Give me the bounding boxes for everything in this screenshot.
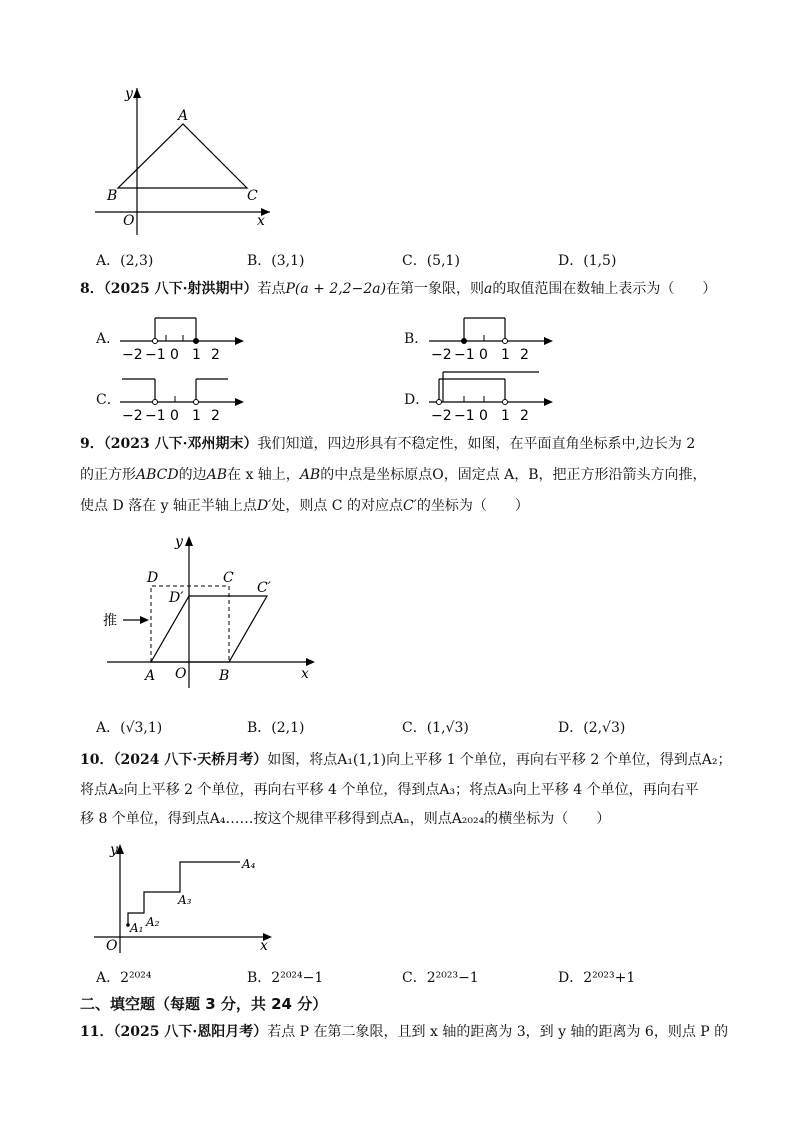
- q8-numberline-c: [118, 366, 248, 426]
- q8-option-d-label: D．: [404, 392, 430, 408]
- q10-figure: [88, 840, 288, 955]
- q9-option-b: B．(2,1): [247, 720, 305, 736]
- q7-option-c: C．(5,1): [402, 253, 460, 269]
- svg-text:2: 2: [211, 347, 220, 363]
- q10-option-c: C．2²⁰²³−1: [402, 970, 479, 986]
- svg-text:0: 0: [170, 347, 179, 363]
- q9-fig-y-label: y: [175, 534, 183, 550]
- svg-text:1: 1: [192, 347, 201, 363]
- svg-text:1: 1: [501, 347, 510, 363]
- q9-fig-point-dp: D′: [169, 590, 184, 606]
- fig7-origin-label: O: [123, 213, 135, 229]
- q7-option-b: B．(3,1): [247, 253, 305, 269]
- q9-option-d: D．(2,√3): [558, 720, 626, 736]
- q9-line-3: 使点 D 落在 y 轴正半轴上点D′处，则点 C 的对应点C′的坐标为（ ）: [80, 498, 529, 514]
- q10-line-2: 将点A₂向上平移 2 个单位，再向右平移 4 个单位，得到点A₃；将点A₃向上平移 4 个单位，再向右平: [80, 782, 699, 798]
- fig7-point-b: B: [107, 188, 118, 204]
- q10-fig-point-a1: A₁: [130, 921, 144, 935]
- q8-numberline-a: [118, 305, 248, 365]
- q8-option-a-label: A．: [96, 331, 121, 347]
- fig7-x-label: x: [257, 213, 265, 229]
- svg-text:−2: −2: [431, 347, 452, 363]
- q10-option-d: D．2²⁰²³+1: [558, 970, 636, 986]
- svg-text:−2: −2: [431, 408, 452, 424]
- svg-text:0: 0: [170, 408, 179, 424]
- svg-text:2: 2: [520, 408, 529, 424]
- q9-fig-x-label: x: [301, 666, 309, 682]
- q9-fig-push-label: 推: [103, 613, 117, 629]
- q9-fig-point-b: B: [219, 668, 230, 684]
- fig7-point-a: A: [178, 108, 189, 124]
- svg-text:2: 2: [520, 347, 529, 363]
- svg-text:−1: −1: [454, 408, 475, 424]
- q9-fig-point-cp: C′: [257, 580, 271, 596]
- q10-fig-point-a3: A₃: [178, 893, 192, 907]
- q7-option-a: A．(2,3): [96, 253, 154, 269]
- q8-option-b-label: B．: [404, 331, 429, 347]
- q10-fig-y-label: y: [110, 842, 118, 858]
- q9-fig-origin-label: O: [175, 666, 187, 682]
- q9-figure: [95, 530, 325, 690]
- q9-fig-point-c: C: [223, 570, 234, 586]
- svg-text:−1: −1: [454, 347, 475, 363]
- q10-option-b: B．2²⁰²⁴−1: [247, 970, 324, 986]
- q10-fig-x-label: x: [260, 938, 268, 954]
- svg-text:1: 1: [192, 408, 201, 424]
- q9-fig-point-a: A: [145, 668, 156, 684]
- q10-fig-origin-label: O: [106, 938, 118, 954]
- q8-numberline-b: [427, 305, 557, 365]
- svg-text:−1: −1: [145, 408, 166, 424]
- q10-option-a: A．2²⁰²⁴: [96, 970, 152, 986]
- q9-fig-point-d: D: [147, 570, 159, 586]
- q8-option-c-label: C．: [96, 392, 121, 408]
- q8-numberline-d: [427, 366, 557, 426]
- q10-fig-point-a4: A₄: [242, 857, 256, 871]
- svg-text:2: 2: [211, 408, 220, 424]
- fig7-point-c: C: [247, 188, 258, 204]
- q10-line-3: 移 8 个单位，得到点A₄……按这个规律平移得到点Aₙ，则点A₂₀₂₄的横坐标为（ ）: [80, 811, 611, 827]
- svg-text:1: 1: [501, 408, 510, 424]
- q9-option-a: A．(√3,1): [96, 720, 163, 736]
- fig7-y-label: y: [125, 86, 133, 102]
- q7-option-d: D．(1,5): [558, 253, 617, 269]
- svg-text:−2: −2: [122, 408, 143, 424]
- q9-option-c: C．(1,√3): [402, 720, 469, 736]
- svg-text:−2: −2: [122, 347, 143, 363]
- q10-fig-point-a2: A₂: [146, 915, 160, 929]
- q9-line-2: 的正方形ABCD的边AB在 x 轴上，AB的中点是坐标原点O，固定点 A，B，把正方形沿箭头方向推，: [80, 467, 707, 483]
- q8-question: 8．（2025 八下·射洪期中）若点P(a + 2,2−2a)在第一象限，则a的取值范围在数轴上表示为（ ）: [80, 281, 717, 297]
- svg-text:−1: −1: [145, 347, 166, 363]
- svg-text:0: 0: [479, 408, 488, 424]
- q11-question: 11．（2025 八下·恩阳月考）若点 P 在第二象限，且到 x 轴的距离为 3，到 y 轴的距离为 6，则点 P 的: [80, 1024, 729, 1040]
- svg-text:0: 0: [479, 347, 488, 363]
- q9-line-1: 9．（2023 八下·邓州期末）我们知道，四边形具有不稳定性，如图，在平面直角坐标系中,边长为 2: [80, 436, 696, 452]
- section-2-heading: 二、填空题（每题 3 分，共 24 分）: [80, 995, 328, 1013]
- q10-line-1: 10．（2024 八下·天桥月考）如图，将点A₁(1,1)向上平移 1 个单位，再向右平移 2 个单位，得到点A₂；: [80, 752, 732, 768]
- q7-figure: [85, 80, 285, 240]
